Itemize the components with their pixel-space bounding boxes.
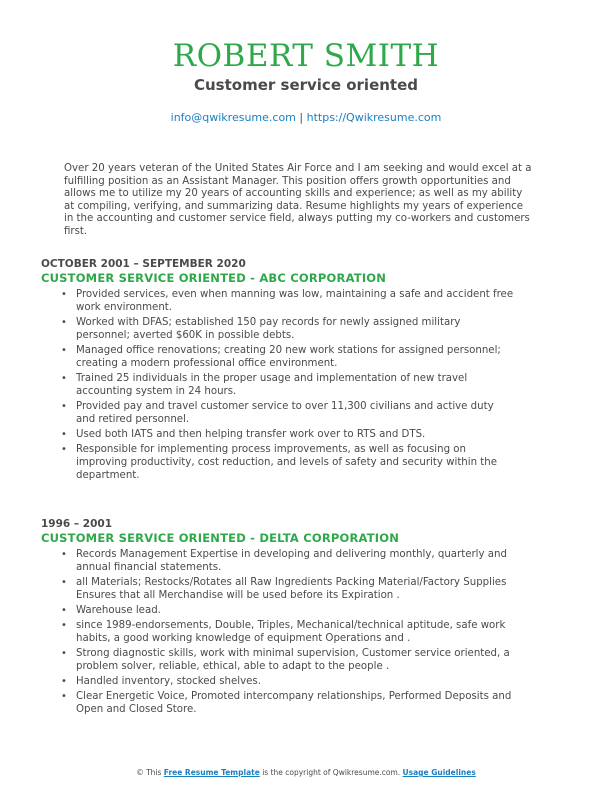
list-item: • since 1989-endorsements, Double, Triples, Mechanical/technical aptitude, safe work habits, a good working knowledge of equipment Operations and . [61, 620, 506, 644]
bullet-icon: • [61, 549, 67, 560]
bullet-icon: • [61, 648, 67, 659]
footer [0, 768, 612, 777]
bullet-icon: • [61, 620, 67, 631]
job-role: CUSTOMER SERVICE ORIENTED - ABC CORPORATION [41, 271, 387, 285]
job-bullets [41, 288, 561, 482]
bullet-icon: • [61, 605, 67, 616]
free-resume-template-link[interactable]: Free Resume Template [163, 768, 260, 777]
list-item: • Responsible for implementing process improvements, as well as focusing on improving productivity, cost reduction, and levels of safety and security within the department. [61, 444, 498, 481]
website-link[interactable]: https://Qwikresume.com [306, 111, 442, 124]
bullet-icon: • [61, 373, 67, 384]
list-item: • Provided services, even when manning was low, maintaining a safe and accident free work environment. [61, 289, 514, 313]
job-dates: OCTOBER 2001 – SEPTEMBER 2020 [41, 258, 246, 270]
bullet-icon: • [61, 317, 67, 328]
contact-separator: | [299, 111, 304, 124]
bullet-icon: • [61, 444, 67, 455]
usage-guidelines-link[interactable]: Usage Guidelines [402, 768, 476, 777]
candidate-name: ROBERT SMITH [172, 38, 440, 74]
list-item: • Strong diagnostic skills, work with minimal supervision, Customer service oriented, a problem solver, reliable, ethical, able to adapt to the people . [61, 648, 510, 672]
list-item: • Clear Energetic Voice, Promoted intercompany relationships, Performed Deposits and Open and Closed Store. [61, 691, 512, 715]
list-item: • Records Management Expertise in developing and delivering monthly, quarterly and annual financial statements. [61, 549, 507, 573]
list-item: • Used both IATS and then helping transfer work over to RTS and DTS. [61, 429, 426, 440]
job-bullets [41, 548, 561, 716]
bullet-icon: • [61, 577, 67, 588]
experience-section-2 [41, 518, 561, 718]
bullet-icon: • [61, 345, 67, 356]
footer-copyright: is the copyright of Qwikresume.com. [262, 768, 401, 777]
bullet-icon: • [61, 676, 67, 687]
list-item: • Provided pay and travel customer service to over 11,300 civilians and active duty and retired personnel. [61, 401, 494, 425]
summary-paragraph: Over 20 years veteran of the United States Air Force and I am seeking and would excel at a fulfilling position as an Assistant Manager. This position offers growth opportunities and allows me to utilize my 20 years of accounting skills and experience; as well as my ability at compiling, verifying, and summarizing data. Resume highlights my years of experience in the accounting and customer service field, always putting my co-workers and customers first. [64, 163, 532, 237]
list-item: • Trained 25 individuals in the proper usage and implementation of new travel accounting system in 24 hours. [61, 373, 468, 397]
list-item: • all Materials; Restocks/Rotates all Raw Ingredients Packing Material/Factory Supplies Ensures that all Merchandise will be used before its Expiration . [61, 577, 507, 601]
bullet-icon: • [61, 691, 67, 702]
bullet-icon: • [61, 401, 67, 412]
job-dates: 1996 – 2001 [41, 518, 113, 530]
email-link[interactable]: info@qwikresume.com [170, 111, 296, 124]
footer-prefix: © This [136, 768, 162, 777]
list-item: • Handled inventory, stocked shelves. [61, 676, 261, 687]
bullet-icon: • [61, 429, 67, 440]
contact-line [0, 111, 612, 125]
candidate-title: Customer service oriented [194, 76, 418, 94]
list-item: • Warehouse lead. [61, 605, 161, 616]
job-role: CUSTOMER SERVICE ORIENTED - DELTA CORPORATION [41, 531, 400, 545]
list-item: • Managed office renovations; creating 20 new work stations for assigned personnel; creating a modern professional office environment. [61, 345, 501, 369]
list-item: • Worked with DFAS; established 150 pay records for newly assigned military personnel; averted $60K in possible debts. [61, 317, 461, 341]
experience-section-1 [41, 258, 561, 484]
bullet-icon: • [61, 289, 67, 300]
